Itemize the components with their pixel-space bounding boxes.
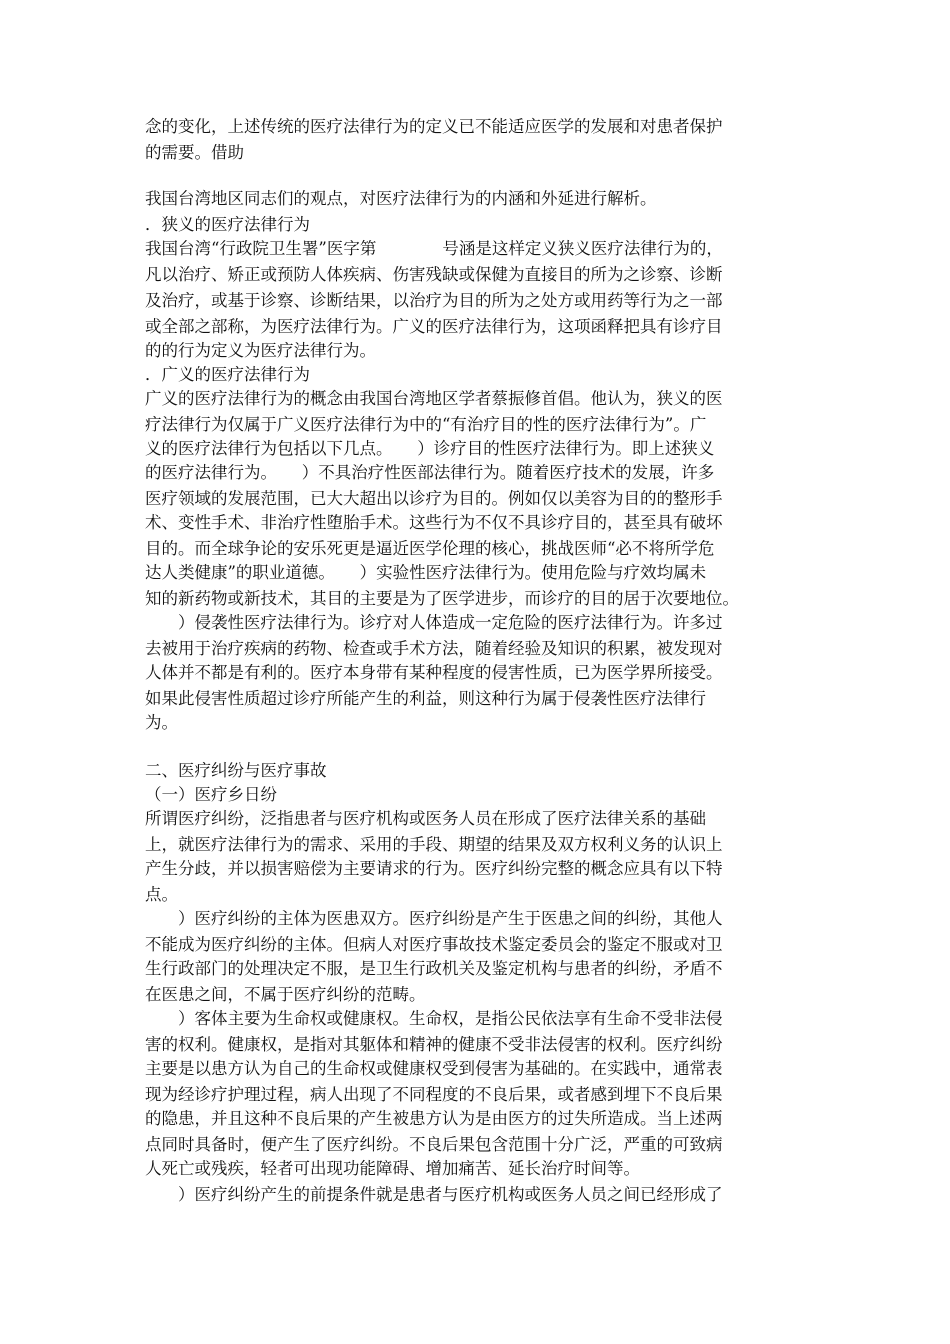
text-line: 及治疗，或基于诊察、诊断结果，以治疗为目的所为之处方或用药等行为之一部 bbox=[145, 291, 723, 310]
text-line: 人死亡或残疾，轻者可出现功能障碍、增加痛苦、延长治疗时间等。 bbox=[145, 1159, 640, 1178]
text-line: 为。 bbox=[145, 713, 178, 732]
text-line: 去被用于治疗疾病的药物、检查或手术方法，随着经验及知识的积累，被发现对 bbox=[145, 639, 723, 658]
text-line: 医疗领域的发展范围，已大大超出以诊疗为目的。例如仅以美容为目的的整形手 bbox=[145, 489, 723, 508]
text-line: 人体并不都是有利的。医疗本身带有某种程度的侵害性质，已为医学界所接受。 bbox=[145, 663, 723, 682]
text-line: 现为经诊疗护理过程，病人出现了不同程度的不良后果，或者感到埋下不良后果 bbox=[145, 1085, 723, 1104]
text-line: 目的。而全球争论的安乐死更是逼近医学伦理的核心，挑战医师“必不将所学危 bbox=[145, 539, 715, 558]
text-line: 的需要。借助 bbox=[145, 143, 244, 162]
text-line: 如果此侵害性质超过诊疗所能产生的利益，则这种行为属于侵袭性医疗法律行 bbox=[145, 689, 706, 708]
text-line: 产生分歧，并以损害赔偿为主要请求的行为。医疗纠纷完整的概念应具有以下特 bbox=[145, 859, 723, 878]
text-line: 的隐患，并且这种不良后果的产生被患方认为是由医方的过失所造成。当上述两 bbox=[145, 1109, 723, 1128]
section-heading: ．广义的医疗法律行为 bbox=[145, 365, 310, 384]
chapter-heading: 二、医疗纠纷与医疗事故 bbox=[145, 761, 327, 780]
text-line: 我国台湾地区同志们的观点，对医疗法律行为的内涵和外延进行解析。 bbox=[145, 189, 657, 208]
text-line: 达人类健康”的职业道德。 ）实验性医疗法律行为。使用危险与疗效均属未 bbox=[145, 563, 707, 582]
text-line: 不能成为医疗纠纷的主体。但病人对医疗事故技术鉴定委员会的鉴定不服或对卫 bbox=[145, 935, 723, 954]
text-line: 点。 bbox=[145, 885, 178, 904]
text-line: 术、变性手术、非治疗性堕胎手术。这些行为不仅不具诊疗目的，甚至具有破坏 bbox=[145, 513, 723, 532]
text-line: 上，就医疗法律行为的需求、采用的手段、期望的结果及双方权利义务的认识上 bbox=[145, 835, 723, 854]
text-line: 我国台湾“行政院卫生署”医字第 号涵是这样定义狭义医疗法律行为的， bbox=[145, 239, 723, 258]
text-line: 念的变化，上述传统的医疗法律行为的定义已不能适应医学的发展和对患者保护 bbox=[145, 117, 723, 136]
text-line: 义的医疗法律行为包括以下几点。 ）诊疗目的性医疗法律行为。即上述狭义 bbox=[145, 439, 715, 458]
text-line: 主要是以患方认为自己的生命权或健康权受到侵害为基础的。在实践中，通常表 bbox=[145, 1059, 723, 1078]
text-line: 的的行为定义为医疗法律行为。 bbox=[145, 341, 376, 360]
text-line: ）侵袭性医疗法律行为。诊疗对人体造成一定危险的医疗法律行为。许多过 bbox=[145, 613, 723, 632]
text-line: ）客体主要为生命权或健康权。生命权，是指公民依法享有生命不受非法侵 bbox=[145, 1009, 723, 1028]
section-heading: （一）医疗乡日纷 bbox=[145, 785, 277, 804]
text-line: 疗法律行为仅属于广义医疗法律行为中的“有治疗目的性的医疗法律行为”。广 bbox=[145, 415, 707, 434]
text-line: 所谓医疗纠纷，泛指患者与医疗机构或医务人员在形成了医疗法律关系的基础 bbox=[145, 809, 706, 828]
text-line: ）医疗纠纷产生的前提条件就是患者与医疗机构或医务人员之间已经形成了 bbox=[145, 1185, 723, 1204]
text-line: 广义的医疗法律行为的概念由我国台湾地区学者蔡振修首倡。他认为，狭义的医 bbox=[145, 389, 723, 408]
text-line: 的医疗法律行为。 ）不具治疗性医部法律行为。随着医疗技术的发展，许多 bbox=[145, 463, 715, 482]
section-heading: ．狭义的医疗法律行为 bbox=[145, 215, 310, 234]
text-line: 点同时具备时，便产生了医疗纠纷。不良后果包含范围十分广泛，严重的可致病 bbox=[145, 1135, 723, 1154]
text-line: 凡以治疗、矫正或预防人体疾病、伤害残缺或保健为直接目的所为之诊察、诊断 bbox=[145, 265, 723, 284]
text-line: 在医患之间，不属于医疗纠纷的范畴。 bbox=[145, 985, 426, 1004]
text-line: 或全部之部称，为医疗法律行为。广义的医疗法律行为，这项函释把具有诊疗目 bbox=[145, 317, 723, 336]
text-line: 害的权利。健康权，是指对其躯体和精神的健康不受非法侵害的权利。医疗纠纷 bbox=[145, 1035, 723, 1054]
text-line: 生行政部门的处理决定不服，是卫生行政机关及鉴定机构与患者的纠纷，矛盾不 bbox=[145, 959, 723, 978]
text-line: ）医疗纠纷的主体为医患双方。医疗纠纷是产生于医患之间的纠纷，其他人 bbox=[145, 909, 723, 928]
text-line: 知的新药物或新技术，其目的主要是为了医学进步，而诊疗的目的居于次要地位。 bbox=[145, 589, 739, 608]
